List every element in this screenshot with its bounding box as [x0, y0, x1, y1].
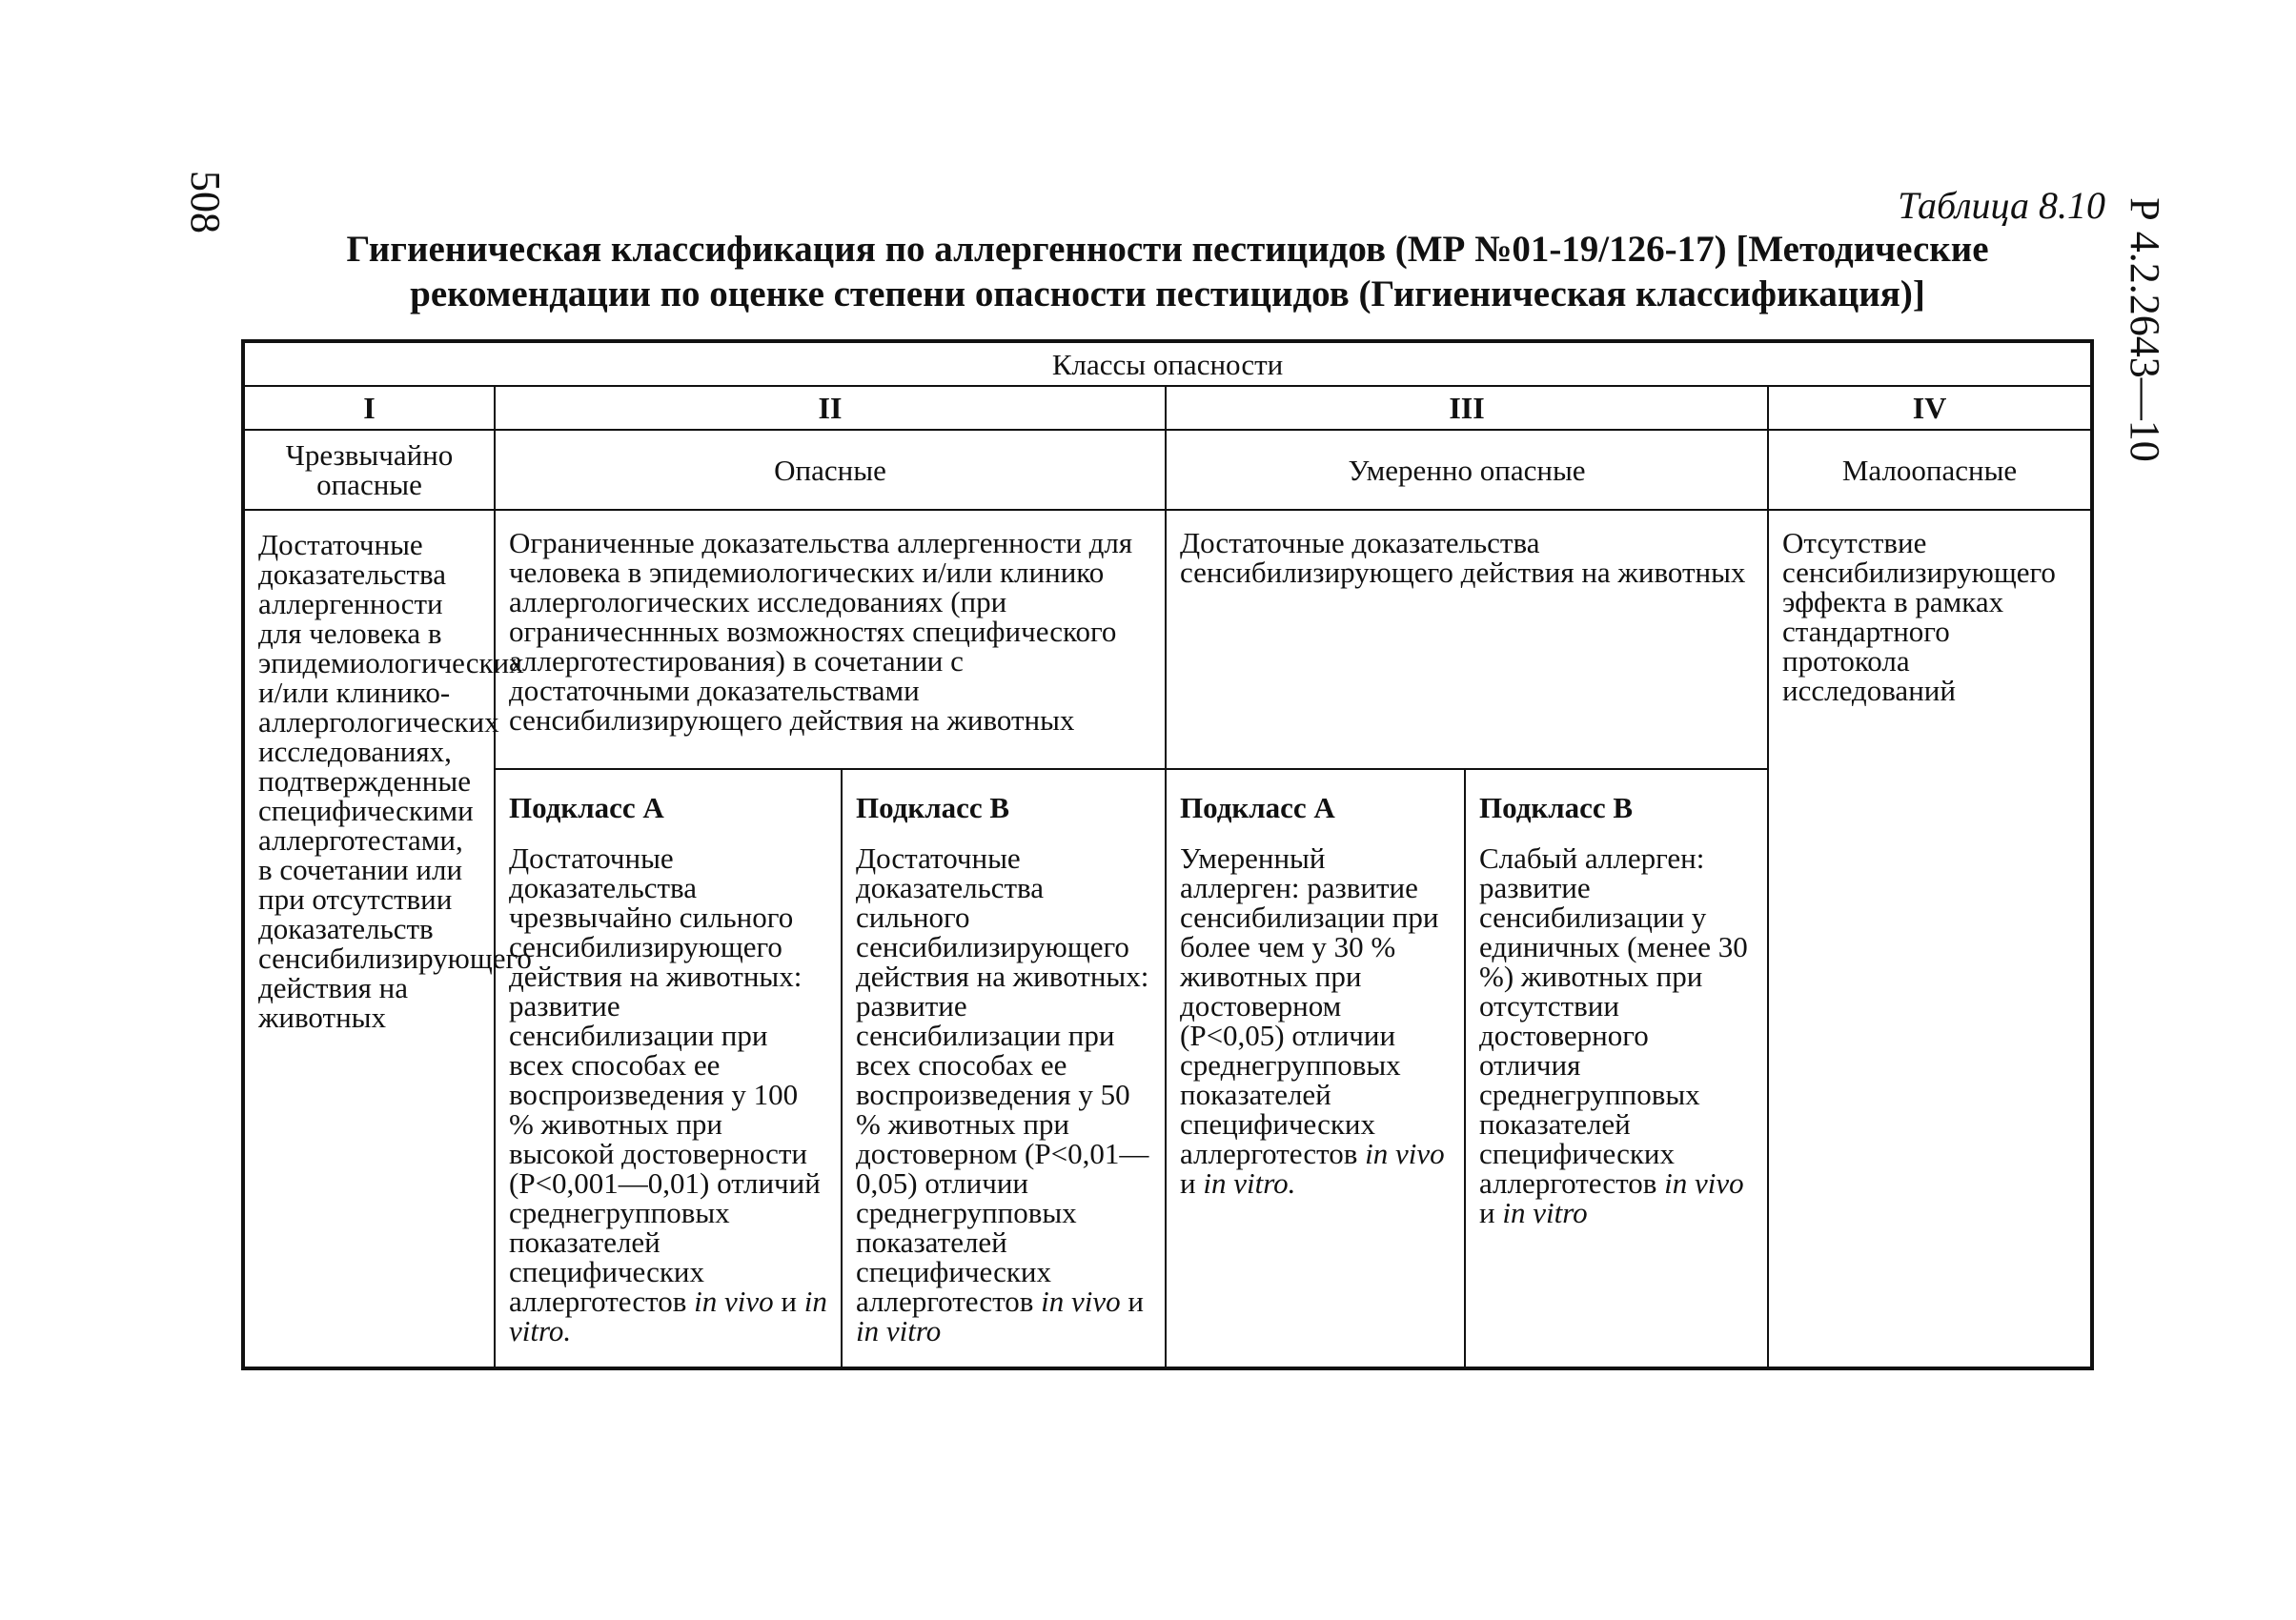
- class-iii-subclass-a: [1166, 769, 1465, 1368]
- conjunction: и: [773, 1285, 804, 1318]
- class-i-numeral: I: [243, 386, 495, 430]
- class-iii-subclass-b: [1465, 769, 1768, 1368]
- subclass-title: Подкласс А: [1180, 791, 1335, 824]
- in-vivo-term: in vivo: [694, 1285, 774, 1318]
- class-i-description: Достаточные доказательства аллергенности для человека в эпидемиологических и/или клинико-аллергологических исследованиях, подтвержденные специфическими аллерготестами, в сочетании или при отсутствии доказательств сенсибилизирующего действия на животных: [243, 510, 495, 1368]
- in-vivo-term: in vivo: [1041, 1285, 1121, 1318]
- subclass-text: Достаточные доказательства чрезвычайно сильного сенсибилизирующего действия на животных: развитие сенсибилизации при всех способах ее воспроизведения у 100 % животных при высокой достоверности (Р<0,001—0,01) отличий среднегрупповых показателей специфических аллерготестов: [509, 841, 821, 1318]
- class-ii-subclass-b: [842, 769, 1166, 1368]
- page-number: 508: [182, 171, 229, 233]
- subclass-title: Подкласс А: [509, 791, 664, 824]
- table-title: Гигиеническая классификация по аллергенности пестицидов (МР №01-19/126-17) [Методические рекомендации по оценке степени опасности пестицидов (Гигиеническая классификация)]: [346, 229, 1989, 314]
- document-code: Р 4.2.2643—10: [2122, 197, 2168, 462]
- class-iii-name: Умеренно опасные: [1166, 430, 1768, 510]
- class-iii-description: Достаточные доказательства сенсибилизирующего действия на животных: [1166, 510, 1768, 769]
- classification-table: [241, 339, 2094, 1370]
- class-iv-numeral: IV: [1768, 386, 2092, 430]
- in-vitro-term: in vitro.: [509, 1285, 827, 1347]
- conjunction: и: [1479, 1196, 1503, 1229]
- class-ii-subclass-a: [495, 769, 842, 1368]
- in-vivo-term: in vivo: [1664, 1166, 1744, 1200]
- class-iii-numeral: III: [1166, 386, 1768, 430]
- in-vivo-term: in vivo: [1365, 1137, 1445, 1170]
- in-vitro-term: in vitro.: [1203, 1166, 1296, 1200]
- subclass-title: Подкласс В: [1479, 791, 1634, 824]
- class-iv-name: Малоопасные: [1768, 430, 2092, 510]
- conjunction: и: [1120, 1285, 1144, 1318]
- class-iv-description: Отсутствие сенсибилизирующего эффекта в рамках стандартного протокола исследований: [1768, 510, 2092, 1368]
- class-ii-name: Опасные: [495, 430, 1166, 510]
- subclass-text: Достаточные доказательства сильного сенсибилизирующего действия на животных: развитие сенсибилизации при всех способах ее воспроизведения у 50 % животных при достоверном (Р<0,01—0,05) отличии среднегрупповых показателей специфических аллерготестов: [856, 841, 1149, 1318]
- class-ii-numeral: II: [495, 386, 1166, 430]
- class-ii-description: Ограниченные доказательства аллергенности для человека в эпидемиологических и/или клинико аллергологических исследованиях (при ограничесннных возможностях специфического аллерготестирования) в сочетании с достаточными доказательствами сенсибилизирующего действия на животных: [495, 510, 1166, 769]
- header-hazard-classes: Классы опасности: [243, 341, 2092, 386]
- subclass-text: Умеренный аллерген: развитие сенсибилизации при более чем у 30 % животных при достоверном (Р<0,05) отличии среднегрупповых показателей специфических аллерготестов: [1180, 841, 1439, 1170]
- subclass-text: Слабый аллерген: развитие сенсибилизации у единичных (менее 30 %) животных при отсутствии достоверного отличия среднегрупповых показателей специфических аллерготестов: [1479, 841, 1748, 1200]
- in-vitro-term: in vitro: [856, 1314, 942, 1347]
- conjunction: и: [1180, 1166, 1204, 1200]
- subclass-title: Подкласс В: [856, 791, 1010, 824]
- table-number: Таблица 8.10: [1898, 184, 2105, 227]
- in-vitro-term: in vitro: [1502, 1196, 1588, 1229]
- class-i-name: Чрезвычайно опасные: [243, 430, 495, 510]
